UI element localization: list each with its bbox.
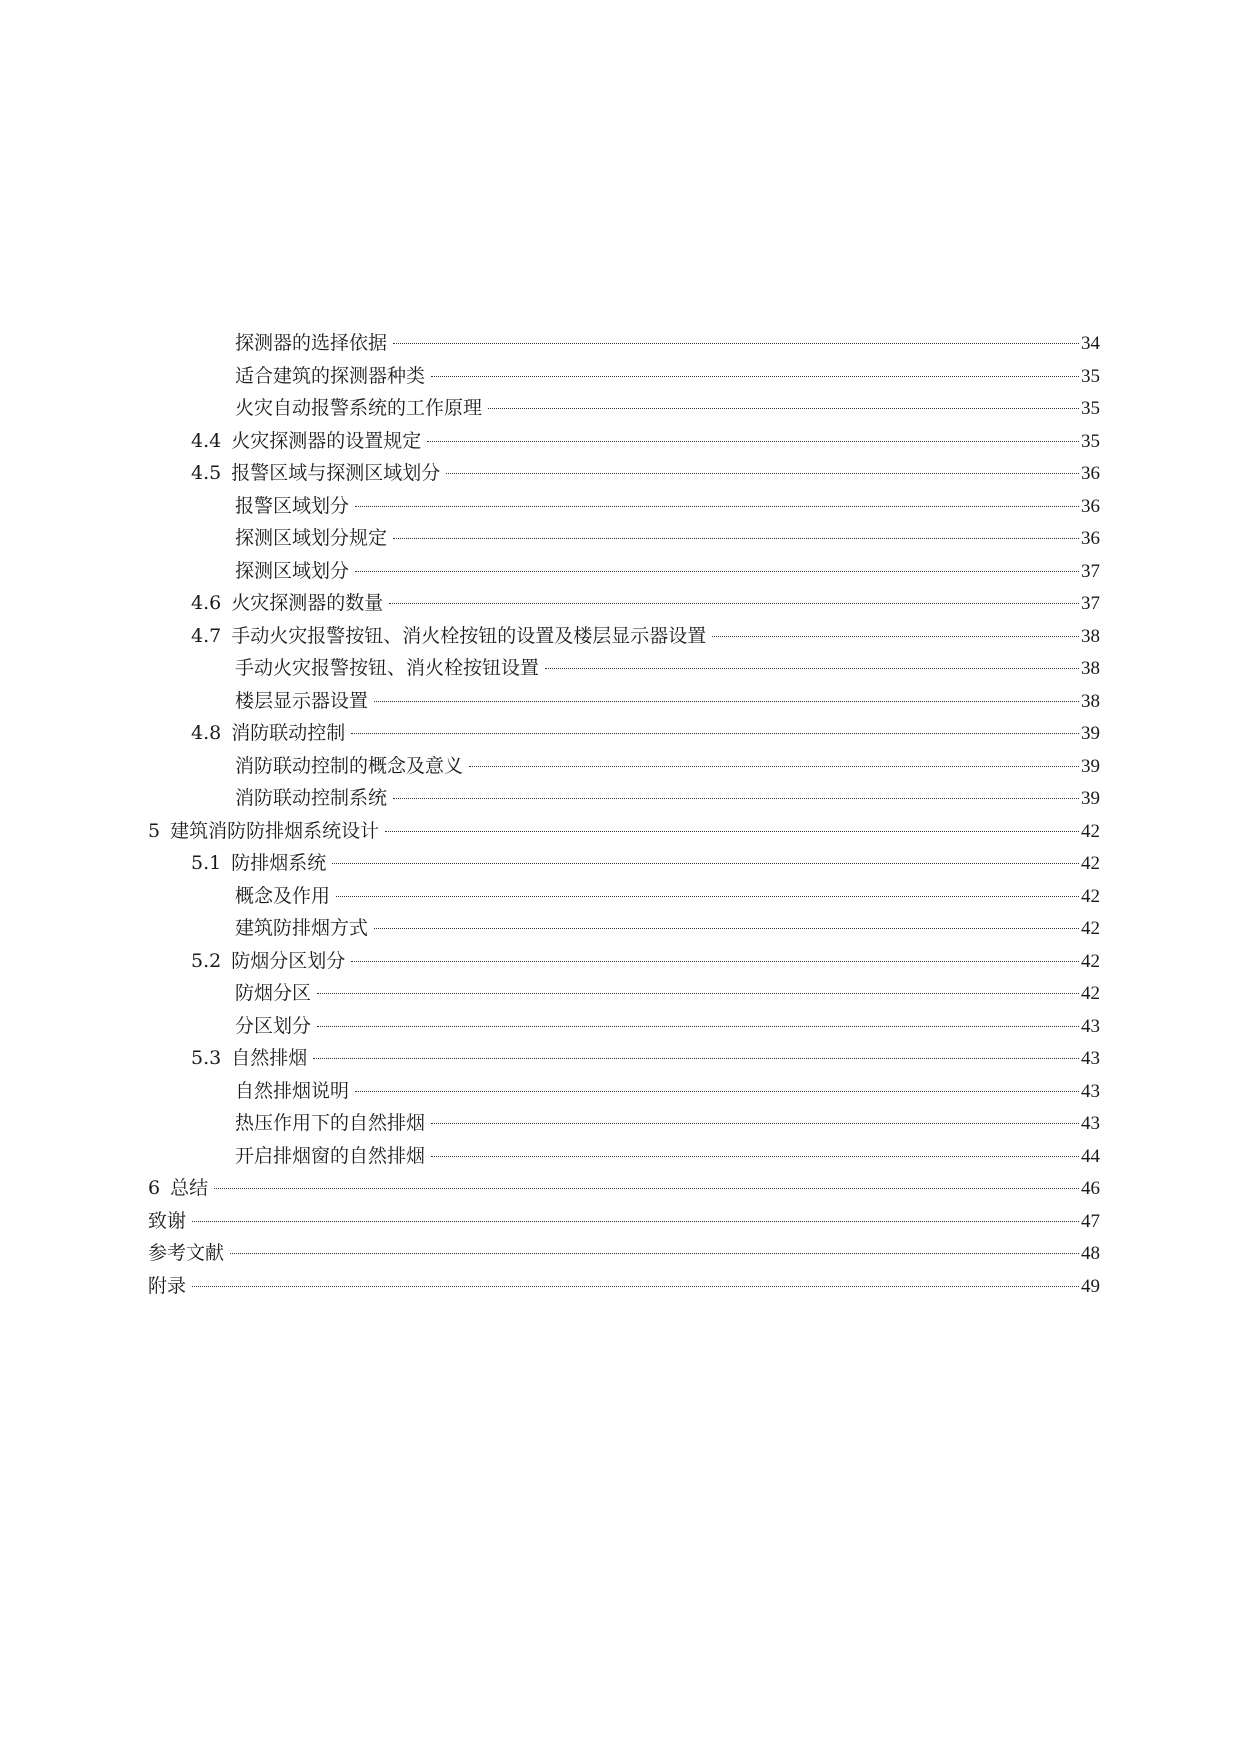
toc-entry-page-number: 38	[1081, 658, 1100, 679]
toc-entry[interactable]	[148, 425, 1100, 458]
toc-entry[interactable]	[148, 685, 1100, 718]
toc-entry-title: 火灾自动报警系统的工作原理	[235, 397, 483, 419]
toc-entry-page-number: 43	[1081, 1080, 1100, 1102]
toc-entry-number: 5.3	[191, 1047, 222, 1069]
toc-entry[interactable]	[148, 327, 1100, 360]
toc-entry-page-number: 46	[1081, 1178, 1100, 1199]
toc-entry[interactable]	[148, 1172, 1100, 1205]
toc-dot-leader	[431, 1156, 1079, 1157]
toc-entry-title: 探测区域划分规定	[235, 527, 388, 549]
toc-entry-page-number: 35	[1081, 398, 1100, 419]
toc-dot-leader	[389, 603, 1079, 604]
toc-entry-page-number: 36	[1081, 528, 1100, 549]
toc-entry-title: 消防联动控制系统	[235, 787, 388, 809]
toc-entry-title: 参考文献	[148, 1242, 225, 1264]
toc-entry[interactable]	[148, 1107, 1100, 1140]
toc-entry-title: 火灾探测器的设置规定	[231, 429, 422, 452]
toc-entry-page-number: 34	[1081, 333, 1100, 354]
toc-entry-title: 自然排烟说明	[235, 1079, 350, 1102]
toc-entry[interactable]	[148, 977, 1100, 1010]
toc-dot-leader	[351, 961, 1079, 962]
toc-dot-leader	[469, 766, 1079, 767]
toc-dot-leader	[712, 636, 1079, 637]
toc-dot-leader	[446, 473, 1079, 474]
toc-entry[interactable]	[148, 620, 1100, 653]
toc-entry-title: 防排烟系统	[231, 852, 327, 874]
toc-entry[interactable]	[148, 360, 1100, 393]
toc-entry-title: 开启排烟窗的自然排烟	[235, 1144, 426, 1167]
toc-dot-leader	[374, 928, 1079, 929]
toc-entry[interactable]	[148, 490, 1100, 523]
toc-dot-leader	[230, 1253, 1079, 1254]
toc-dot-leader	[355, 1091, 1079, 1092]
toc-entry-page-number: 38	[1081, 690, 1100, 712]
toc-dot-leader	[427, 441, 1079, 442]
toc-entry[interactable]	[148, 652, 1100, 685]
toc-entry-title: 消防联动控制	[231, 722, 346, 744]
toc-dot-leader	[393, 538, 1079, 539]
toc-entry-page-number: 43	[1081, 1015, 1100, 1037]
toc-entry[interactable]	[148, 1075, 1100, 1108]
toc-entry-title: 报警区域与探测区域划分	[231, 462, 441, 484]
toc-entry-title: 火灾探测器的数量	[231, 592, 384, 614]
toc-dot-leader	[214, 1188, 1079, 1189]
toc-dot-leader	[545, 668, 1079, 669]
toc-entry[interactable]	[148, 945, 1100, 978]
toc-entry-page-number: 36	[1081, 495, 1100, 517]
toc-entry-title: 附录	[148, 1274, 187, 1297]
toc-entry-number: 4.8	[191, 722, 222, 744]
toc-entry[interactable]	[148, 717, 1100, 750]
toc-dot-leader	[355, 506, 1079, 507]
toc-entry[interactable]	[148, 815, 1100, 848]
toc-entry-page-number: 42	[1081, 918, 1100, 939]
toc-entry[interactable]	[148, 1237, 1100, 1270]
toc-entry-number: 4.7	[191, 624, 222, 647]
toc-dot-leader	[431, 1123, 1079, 1124]
toc-dot-leader	[351, 733, 1079, 734]
toc-entry[interactable]	[148, 912, 1100, 945]
toc-entry[interactable]	[148, 1270, 1100, 1303]
toc-entry-page-number: 42	[1081, 885, 1100, 907]
toc-dot-leader	[393, 343, 1079, 344]
toc-entry-number: 5.1	[191, 852, 222, 874]
toc-dot-leader	[488, 408, 1079, 409]
toc-entry-title: 自然排烟	[231, 1047, 308, 1069]
toc-dot-leader	[332, 863, 1079, 864]
toc-entry-title: 建筑防排烟方式	[235, 917, 369, 939]
toc-entry-number: 5.2	[191, 949, 222, 972]
toc-entry-title: 热压作用下的自然排烟	[235, 1112, 426, 1134]
toc-entry-page-number: 38	[1081, 625, 1100, 647]
toc-entry-number: 4.5	[191, 462, 222, 484]
toc-entry-number: 4.4	[191, 429, 222, 452]
toc-entry[interactable]	[148, 587, 1100, 620]
toc-entry[interactable]	[148, 782, 1100, 815]
toc-dot-leader	[192, 1286, 1079, 1287]
toc-entry[interactable]	[148, 392, 1100, 425]
toc-entry[interactable]	[148, 555, 1100, 588]
toc-dot-leader	[313, 1058, 1079, 1059]
toc-entry-title: 总结	[170, 1177, 209, 1199]
toc-entry-title: 探测区域划分	[235, 559, 350, 582]
toc-entry-page-number: 42	[1081, 983, 1100, 1004]
toc-dot-leader	[431, 376, 1079, 377]
toc-entry[interactable]	[148, 750, 1100, 783]
toc-entry-number: 4.6	[191, 592, 222, 614]
toc-entry-page-number: 39	[1081, 755, 1100, 777]
toc-entry-page-number: 36	[1081, 463, 1100, 484]
toc-dot-leader	[393, 798, 1079, 799]
toc-dot-leader	[374, 701, 1079, 702]
toc-entry[interactable]	[148, 1010, 1100, 1043]
toc-entry-page-number: 49	[1081, 1275, 1100, 1297]
toc-entry-page-number: 37	[1081, 560, 1100, 582]
toc-entry-page-number: 47	[1081, 1210, 1100, 1232]
toc-entry[interactable]	[148, 880, 1100, 913]
toc-entry-title: 防烟分区	[235, 982, 312, 1004]
toc-entry-title: 概念及作用	[235, 884, 331, 907]
toc-entry-page-number: 42	[1081, 950, 1100, 972]
toc-entry[interactable]	[148, 522, 1100, 555]
toc-entry-page-number: 44	[1081, 1145, 1100, 1167]
toc-entry-number: 6	[148, 1177, 161, 1199]
toc-entry[interactable]	[148, 1042, 1100, 1075]
toc-entry-title: 楼层显示器设置	[235, 689, 369, 712]
toc-entry-title: 建筑消防防排烟系统设计	[170, 819, 380, 842]
toc-dot-leader	[385, 831, 1079, 832]
toc-entry-title: 手动火灾报警按钮、消火栓按钮的设置及楼层显示器设置	[231, 624, 707, 647]
toc-dot-leader	[317, 1026, 1079, 1027]
toc-entry-page-number: 48	[1081, 1243, 1100, 1264]
toc-dot-leader	[355, 571, 1079, 572]
toc-entry-number: 5	[148, 819, 161, 842]
toc-entry-page-number: 39	[1081, 723, 1100, 744]
toc-entry-title: 探测器的选择依据	[235, 332, 388, 354]
toc-entry-title: 报警区域划分	[235, 494, 350, 517]
toc-entry-page-number: 43	[1081, 1113, 1100, 1134]
toc-entry-title: 致谢	[148, 1209, 187, 1232]
toc-entry-title: 消防联动控制的概念及意义	[235, 754, 464, 777]
toc-entry-title: 适合建筑的探测器种类	[235, 364, 426, 387]
toc-entry-page-number: 43	[1081, 1048, 1100, 1069]
toc-entry-page-number: 35	[1081, 430, 1100, 452]
toc-entry[interactable]	[148, 847, 1100, 880]
toc-entry[interactable]	[148, 1205, 1100, 1238]
table-of-contents	[148, 327, 1100, 1302]
toc-dot-leader	[336, 896, 1079, 897]
toc-entry-page-number: 42	[1081, 820, 1100, 842]
toc-dot-leader	[317, 993, 1079, 994]
toc-entry-title: 分区划分	[235, 1014, 312, 1037]
toc-entry-page-number: 42	[1081, 853, 1100, 874]
toc-entry[interactable]	[148, 457, 1100, 490]
toc-entry-title: 手动火灾报警按钮、消火栓按钮设置	[235, 657, 540, 679]
toc-entry[interactable]	[148, 1140, 1100, 1173]
toc-entry-title: 防烟分区划分	[231, 949, 346, 972]
toc-entry-page-number: 35	[1081, 365, 1100, 387]
toc-entry-page-number: 37	[1081, 593, 1100, 614]
toc-entry-page-number: 39	[1081, 788, 1100, 809]
toc-dot-leader	[192, 1221, 1079, 1222]
